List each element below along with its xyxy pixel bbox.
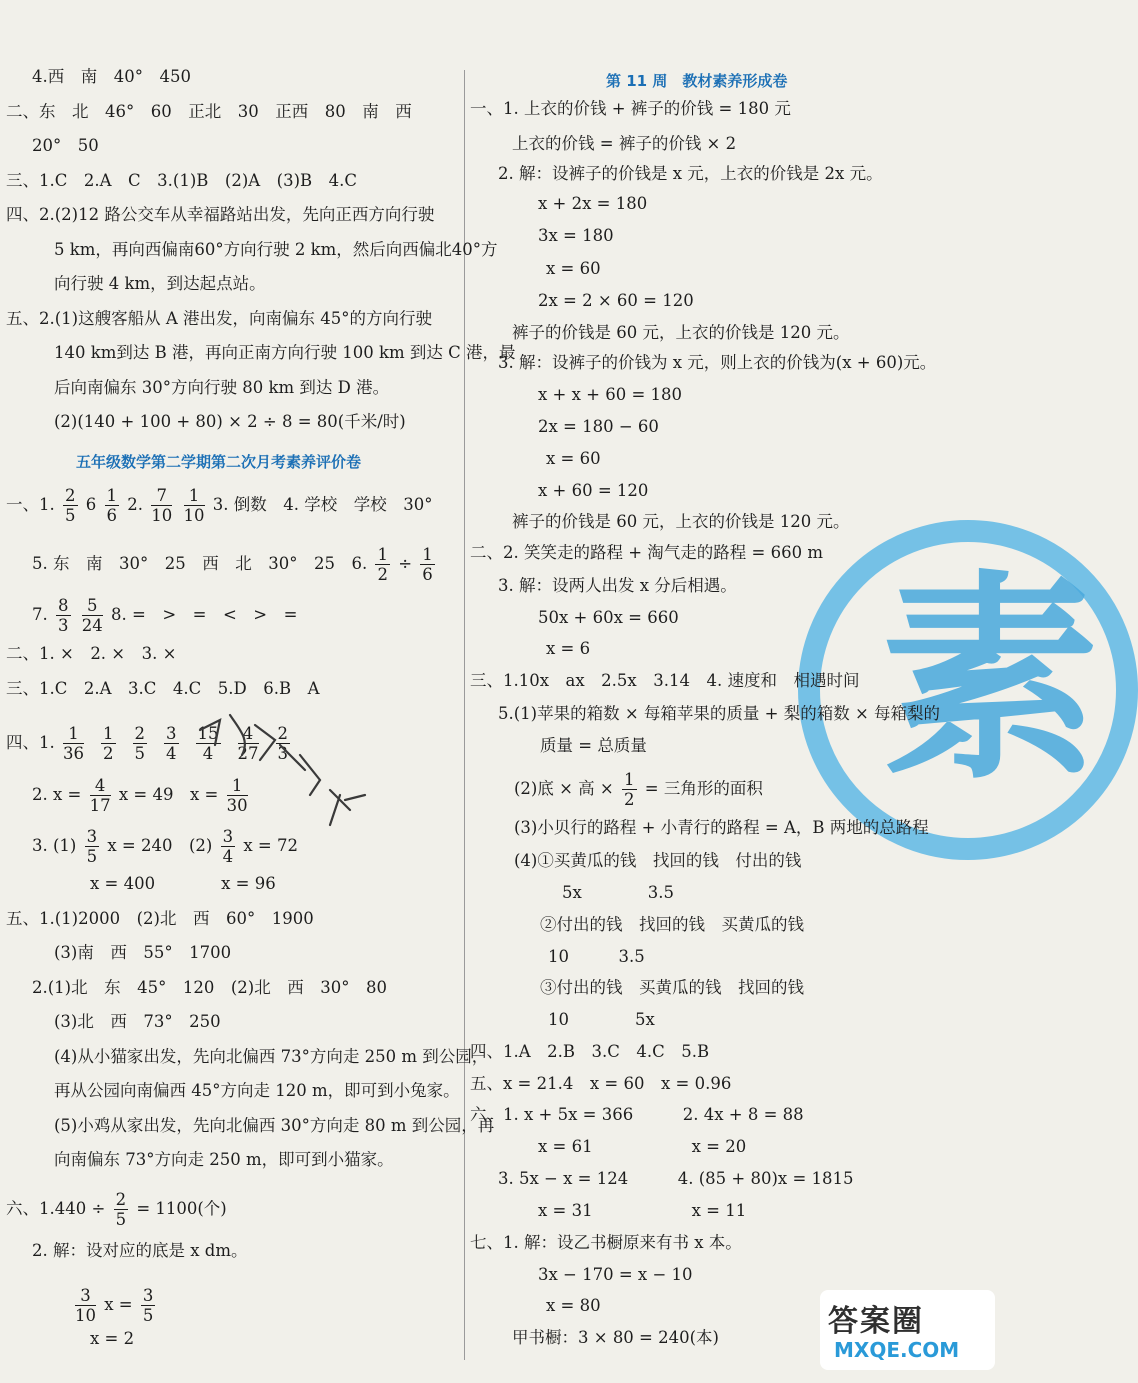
column-divider bbox=[464, 70, 465, 1360]
answer-line: 2.(1)北 东 45° 120 (2)北 西 30° 80 bbox=[32, 978, 387, 997]
answer-line: x = 2 bbox=[90, 1329, 135, 1348]
fraction: $\frac{7}{10}$ bbox=[151, 486, 173, 525]
pencil-scribble bbox=[180, 700, 380, 840]
left-column bbox=[0, 0, 516, 1383]
answer-line: 三、1.C 2.A C 3.(1)B (2)A (3)B 4.C bbox=[6, 171, 358, 190]
answer-line: 后向南偏东 30°方向行驶 80 km 到达 D 港。 bbox=[54, 378, 390, 397]
fraction: $\frac{1}{2}$ bbox=[377, 545, 388, 584]
answer-line: 10 3.5 bbox=[548, 947, 645, 966]
answer-line: x = 400 x = 96 bbox=[90, 874, 276, 893]
answer-line: x = 60 bbox=[546, 449, 601, 468]
answer-line: 3. 解：设两人出发 x 分后相遇。 bbox=[498, 576, 737, 595]
answer-line: 5x 3.5 bbox=[562, 883, 675, 902]
answer-line: 三、1.10x ax 2.5x 3.14 4. 速度和 相遇时间 bbox=[470, 671, 860, 690]
answer-line: 六、1. x + 5x = 366 2. 4x + 8 = 88 bbox=[470, 1105, 804, 1124]
fraction: $\frac{2}{5}$ bbox=[134, 724, 145, 763]
answer-line: 3. 5x − x = 124 4. (85 + 80)x = 1815 bbox=[498, 1169, 854, 1188]
right-column bbox=[470, 0, 1000, 1383]
answer-line: (3)南 西 55° 1700 bbox=[54, 943, 232, 962]
answer-line: 再从公园向南偏西 45°方向走 120 m，即可到小兔家。 bbox=[54, 1081, 460, 1100]
answer-line: 裤子的价钱是 60 元，上衣的价钱是 120 元。 bbox=[512, 512, 850, 531]
fraction: $\frac{3}{10}$ bbox=[75, 1286, 96, 1325]
answer-line: 上衣的价钱 = 裤子的价钱 × 2 bbox=[512, 134, 737, 153]
answer-line: x + 60 = 120 bbox=[538, 481, 649, 500]
fraction: $\frac{1}{2}$ bbox=[103, 724, 114, 763]
section-title: 五年级数学第二学期第二次月考素养评价卷 bbox=[76, 453, 362, 471]
answer-line: (2)(140 + 100 + 80) × 2 ÷ 8 = 80(千米/时) bbox=[54, 412, 406, 431]
answer-line: 向行驶 4 km，到达起点站。 bbox=[54, 274, 266, 293]
answer-line: 七、1. 解：设乙书橱原来有书 x 本。 bbox=[470, 1233, 742, 1252]
fraction: $\frac{1}{2}$ bbox=[624, 770, 635, 809]
answer-line: x + x + 60 = 180 bbox=[538, 385, 683, 404]
answer-line: 2x = 2 × 60 = 120 bbox=[538, 291, 694, 310]
answer-line: (5)小鸡从家出发，先向北偏西 30°方向走 80 m 到公园，再 bbox=[54, 1116, 495, 1135]
answer-line: 二、2. 笑笑走的路程 + 淘气走的路程 = 660 m bbox=[470, 543, 824, 562]
answer-line: 二、东 北 46° 60 正北 30 正西 80 南 西 bbox=[6, 102, 412, 121]
answer-line: x + 2x = 180 bbox=[538, 194, 648, 213]
fraction: $\frac{1}{36}$ bbox=[63, 724, 84, 763]
answer-line: 10 5x bbox=[548, 1010, 655, 1029]
answer-line: 2. x = $\frac{4}{17}$ x = 49 x = $\frac{1}{30}$ bbox=[32, 776, 248, 815]
answer-line: 3x − 170 = x − 10 bbox=[538, 1265, 693, 1284]
answer-line: (3)小贝行的路程 + 小青行的路程 = A，B 两地的总路程 bbox=[514, 818, 929, 837]
watermark-url: MXQE.COM bbox=[834, 1338, 960, 1362]
answer-line: 四、2.(2)12 路公交车从幸福路站出发，先向正西方向行驶 bbox=[6, 205, 435, 224]
answer-line: (4)①买黄瓜的钱 找回的钱 付出的钱 bbox=[514, 851, 802, 870]
fraction: $\frac{8}{3}$ bbox=[58, 596, 69, 635]
answer-line: 2x = 180 − 60 bbox=[538, 417, 659, 436]
fraction: $\frac{3}{5}$ bbox=[86, 827, 98, 866]
answer-line: 五、2.(1)这艘客船从 A 港出发，向南偏东 45°的方向行驶 bbox=[6, 309, 433, 328]
answer-line: 140 km到达 B 港，再向正南方向行驶 100 km 到达 C 港，最 bbox=[54, 343, 516, 362]
answer-line: x = 6 bbox=[546, 639, 591, 658]
answer-line: 向南偏东 73°方向走 250 m，即可到小猫家。 bbox=[54, 1150, 394, 1169]
answer-line: $\frac{3}{10}$ x = $\frac{3}{5}$ bbox=[75, 1286, 154, 1325]
fraction: $\frac{4}{27}$ bbox=[237, 724, 259, 763]
answer-line: (3)北 西 73° 250 bbox=[54, 1012, 221, 1031]
fraction: $\frac{1}{6}$ bbox=[422, 545, 433, 584]
answer-line: (4)从小猫家出发，先向北偏西 73°方向走 250 m 到公园， bbox=[54, 1047, 489, 1066]
answer-line: 二、1. × 2. × 3. × bbox=[6, 644, 177, 663]
answer-line: 50x + 60x = 660 bbox=[538, 608, 679, 627]
answer-line: 六、1.440 ÷ $\frac{2}{5}$ = 1100(个) bbox=[6, 1190, 227, 1229]
answer-line: 五、x = 21.4 x = 60 x = 0.96 bbox=[470, 1074, 732, 1093]
fraction: $\frac{15}{4}$ bbox=[197, 724, 219, 763]
answer-line: 质量 = 总质量 bbox=[540, 736, 647, 755]
answer-line: 5. 东 南 30° 25 西 北 30° 25 6. $\frac{1}{2}$ ÷ $\frac{1}{6}$ bbox=[32, 545, 433, 584]
answer-line: 四、1. $\frac{1}{36}$ $\frac{1}{2}$ $\frac{2}{5}$ $\frac{3}{4}$ $\frac{15}{4}$ $\frac{4}{27}$ $\frac{2}{3}$ bbox=[6, 724, 288, 763]
answer-line: 5 km，再向西偏南60°方向行驶 2 km，然后向西偏北40°方 bbox=[54, 240, 498, 259]
fraction: $\frac{3}{4}$ bbox=[222, 827, 234, 866]
answer-line: 裤子的价钱是 60 元，上衣的价钱是 120 元。 bbox=[512, 323, 850, 342]
fraction: $\frac{2}{5}$ bbox=[115, 1190, 127, 1229]
site-watermark bbox=[820, 1290, 995, 1370]
answer-line: 五、1.(1)2000 (2)北 西 60° 1900 bbox=[6, 909, 314, 928]
answer-line: x = 31 x = 11 bbox=[538, 1201, 747, 1220]
answer-line: (2)底 × 高 × $\frac{1}{2}$ = 三角形的面积 bbox=[514, 770, 763, 809]
answer-line: 一、1. 上衣的价钱 + 裤子的价钱 = 180 元 bbox=[470, 99, 791, 118]
answer-line: 3. (1) $\frac{3}{5}$ x = 240 (2) $\frac{3}{4}$ x = 72 bbox=[32, 827, 298, 866]
fraction: $\frac{4}{17}$ bbox=[89, 776, 111, 815]
answer-line: x = 60 bbox=[546, 259, 601, 278]
fraction: $\frac{2}{3}$ bbox=[277, 724, 288, 763]
answer-line: 三、1.C 2.A 3.C 4.C 5.D 6.B A bbox=[6, 679, 320, 698]
answer-line: 7. $\frac{8}{3}$ $\frac{5}{24}$ 8. = > = < > = bbox=[32, 596, 298, 635]
fraction: $\frac{3}{4}$ bbox=[166, 724, 177, 763]
answer-line: 一、1. $\frac{2}{5}$ 6 $\frac{1}{6}$ 2. $\frac{7}{10}$ $\frac{1}{10}$ 3. 倒数 4. 学校 学校 30° bbox=[6, 486, 433, 525]
answer-line: 2. 解：设裤子的价钱是 x 元，上衣的价钱是 2x 元。 bbox=[498, 164, 883, 183]
answer-line: 4.西 南 40° 450 bbox=[32, 67, 191, 86]
answer-line: x = 80 bbox=[546, 1296, 601, 1315]
answer-line: 20° 50 bbox=[32, 136, 99, 155]
answer-line: 3. 解：设裤子的价钱为 x 元，则上衣的价钱为(x + 60)元。 bbox=[498, 353, 937, 372]
fraction: $\frac{5}{24}$ bbox=[81, 596, 103, 635]
watermark-title: 答案圈 bbox=[828, 1304, 924, 1339]
answer-line: 3x = 180 bbox=[538, 226, 614, 245]
fraction: $\frac{1}{6}$ bbox=[106, 486, 117, 525]
section-title: 第 11 周 教材素养形成卷 bbox=[606, 72, 788, 90]
answer-line: ②付出的钱 找回的钱 买黄瓜的钱 bbox=[540, 915, 804, 934]
answer-line: 四、1.A 2.B 3.C 4.C 5.B bbox=[470, 1042, 710, 1061]
answer-line: 2. 解：设对应的底是 x dm。 bbox=[32, 1241, 248, 1260]
fraction: $\frac{3}{5}$ bbox=[142, 1286, 154, 1325]
answer-line: x = 61 x = 20 bbox=[538, 1137, 747, 1156]
answer-line: 5.(1)苹果的箱数 × 每箱苹果的质量 + 梨的箱数 × 每箱梨的 bbox=[498, 704, 941, 723]
answer-line: ③付出的钱 买黄瓜的钱 找回的钱 bbox=[540, 978, 804, 997]
answer-line: 甲书橱：3 × 80 = 240(本) bbox=[512, 1328, 719, 1347]
fraction: $\frac{2}{5}$ bbox=[65, 486, 76, 525]
fraction: $\frac{1}{30}$ bbox=[226, 776, 248, 815]
stamp-seal-glyph: 素 bbox=[880, 552, 1101, 808]
fraction: $\frac{1}{10}$ bbox=[183, 486, 205, 525]
